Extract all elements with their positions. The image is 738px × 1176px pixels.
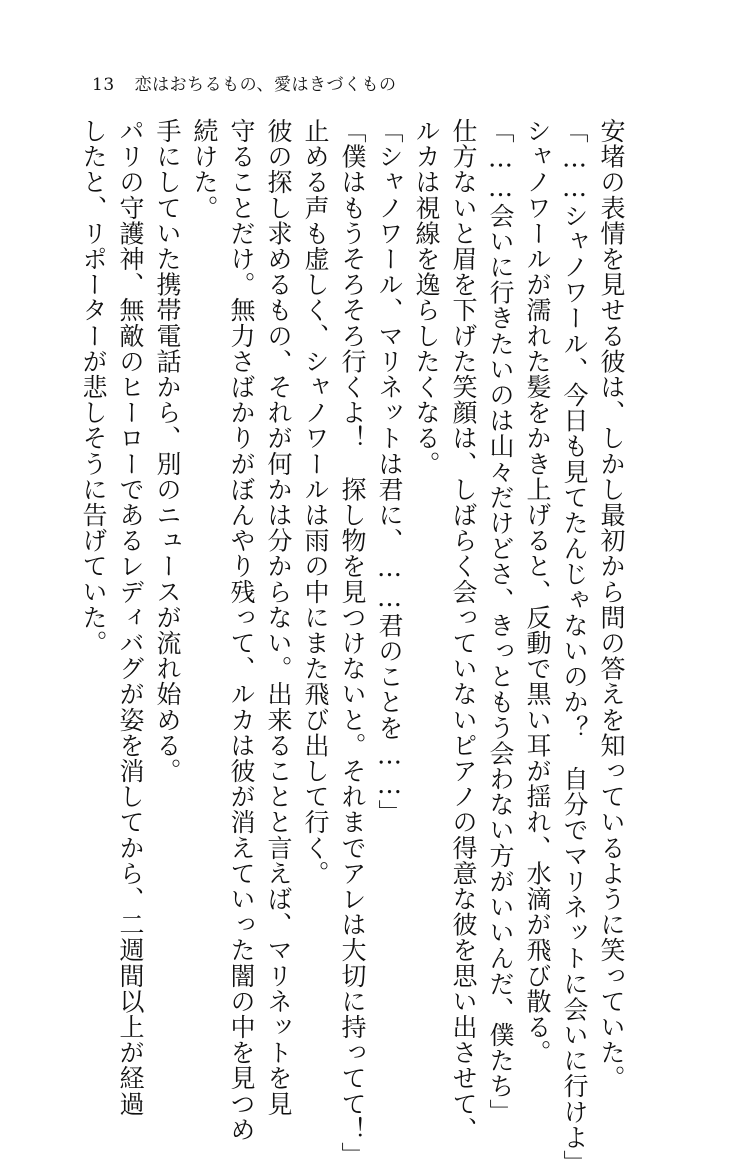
body-text — [0, 118, 630, 1176]
chapter-end-line — [0, 118, 38, 968]
page-number: 13 — [92, 75, 115, 95]
book-title: 恋はおちるもの、愛はきづくもの — [134, 75, 397, 95]
text-line: シャノワールが濡れた髪をかき上げると、反動で黒い耳が揺れ、水滴が飛び散る。 — [523, 118, 552, 1066]
text-line: 仕方ないと眉を下げた笑顔は、しばらく会っていないピアノの得意な彼を思い出させて、 — [449, 118, 478, 1142]
text-line: 手にしていた携帯電話から、別のニュースが流れ始める。 — [153, 118, 182, 784]
text-line: 「シャノワール、マリネットは君に、……君のことを……」 — [375, 118, 404, 826]
text-line: 「……会いに行きたいのは山々だけどさ、きっともう会わない方がいいんだ、僕たち」 — [486, 118, 515, 1125]
running-header — [92, 70, 396, 95]
text-line: 「僕はもうそろそろ行くよ！ 探し物を見つけないと。それまでアレは大切に持ってて！」 — [338, 118, 367, 1168]
text-line: 守ることだけ。無力さばかりがぼんやり残って、ルカは彼が消えていった闇の中を見つめ — [227, 118, 256, 1142]
blank-line — [38, 118, 75, 968]
text-line: 止める声も虚しく、シャノワールは雨の中にまた飛び出して行く。 — [301, 118, 330, 886]
text-line: 安堵の表情を見せる彼は、しかし最初から問の答えを知っているように笑っていた。 — [597, 118, 626, 1091]
text-line: 彼の探し求めるもの、それが何かは分からない。出来ることと言えば、マリネットを見 — [264, 118, 293, 1117]
text-line: 「……シャノワール、今日も見てたんじゃないのか？ 自分でマリネットに会いに行けよ」 — [560, 118, 589, 1176]
text-line: 続けた。 — [190, 118, 219, 221]
text-line: したと、リポーターが悲しそうに告げていた。 — [79, 118, 108, 656]
text-line: ルカは視線を逸らしたくなる。 — [412, 118, 441, 477]
text-line: パリの守護神、無敵のヒーローであるレディバグが姿を消してから、二週間以上が経過 — [116, 118, 145, 1117]
